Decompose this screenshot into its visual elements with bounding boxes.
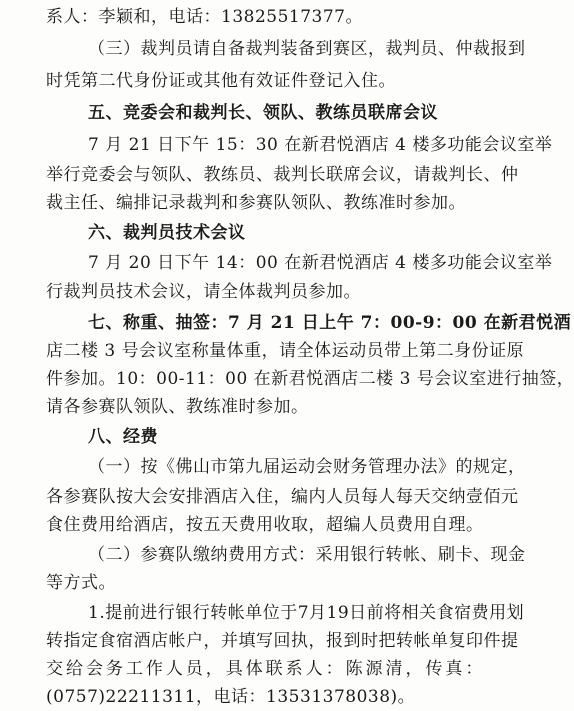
text-line: 7 月 20 日下午 14：00 在新君悦酒店 4 楼多功能会议室举 (88, 253, 553, 273)
text-line: 件参加。10：00-11：00 在新君悦酒店二楼 3 号会议室进行抽签， (46, 369, 574, 389)
text-line: 7 月 21 日下午 15：30 在新君悦酒店 4 楼多功能会议室举 (88, 135, 553, 155)
section-heading: 五、竞委会和裁判长、领队、教练员联席会议 (88, 103, 438, 123)
text-line: 各参赛队按大会安排酒店入住，编内人员每人每天交纳壹佰元 (46, 487, 519, 507)
text-line: 店二楼 3 号会议室称量体重，请全体运动员带上第二身份证原 (46, 341, 525, 361)
text-line: 交给会务工作人员，具体联系人：陈源清，传真： (46, 659, 484, 679)
text-line: (0757)22211311，电话：13531378038)。 (46, 687, 416, 707)
text-line: （二）参赛队缴纳费用方式：采用银行转帐、刷卡、现金 (88, 545, 526, 565)
text-line: 裁主任、编排记录裁判和参赛队领队、教练准时参加。 (46, 193, 466, 213)
text-line: 行裁判员技术会议，请全体裁判员参加。 (46, 282, 361, 302)
text-line: （三）裁判员请自备裁判装备到赛区，裁判员、仲裁报到 (88, 39, 526, 59)
text-line: 食住费用给酒店，按五天费用收取，超编人员费用自理。 (46, 515, 484, 535)
section-heading: 七、称重、抽签：7 月 21 日上午 7：00-9：00 在新君悦酒 (88, 313, 572, 333)
text-line: 请各参赛队领队、教练准时参加。 (46, 397, 309, 417)
text-line: （一）按《佛山市第九届运动会财务管理办法》的规定， (88, 457, 526, 477)
text-line: 等方式。 (46, 573, 116, 593)
section-heading: 六、裁判员技术会议 (88, 223, 246, 243)
section-heading: 八、经费 (88, 427, 158, 447)
text-line: 举行竞委会与领队、教练员、裁判长联席会议，请裁判长、仲 (46, 165, 519, 185)
text-line: 转指定食宿酒店帐户，并填写回执，报到时把转帐单复印件提 (46, 631, 519, 651)
text-line: 1.提前进行银行转帐单位于7月19日前将相关食宿费用划 (88, 603, 525, 623)
text-line: 系人：李颖和，电话：13825517377。 (46, 7, 363, 27)
text-line: 时凭第二代身份证或其他有效证件登记入住。 (46, 71, 396, 91)
